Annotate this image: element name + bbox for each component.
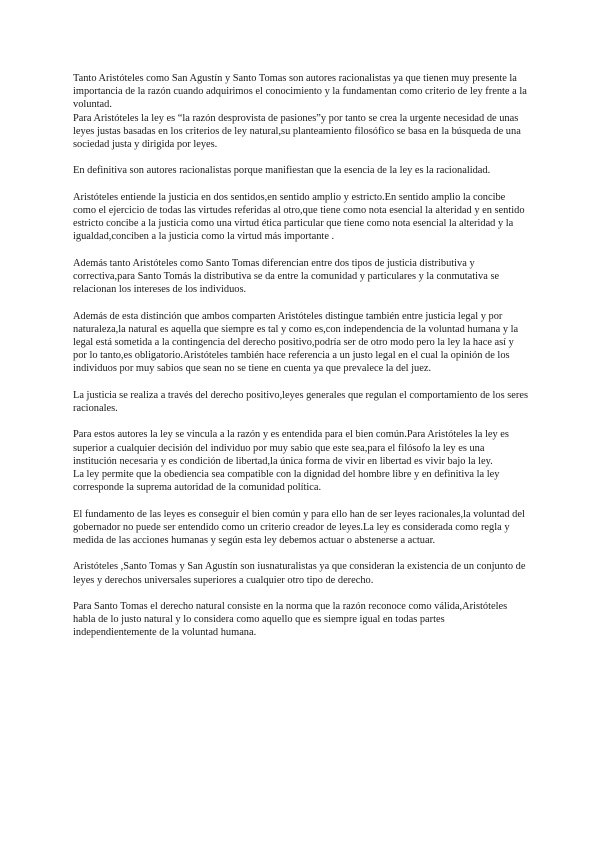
paragraph: En definitiva son autores racionalistas porque manifiestan que la esencia de la ley es la racionalidad. [73, 165, 491, 177]
paragraph: La ley permite que la obediencia sea compatible con la dignidad del hombre libre y en definitiva la ley corresponde la suprema autoridad de la comunidad política. [73, 469, 500, 494]
paragraph: La justicia se realiza a través del derecho positivo,leyes generales que regulan el comportamiento de los seres racionales. [73, 389, 528, 414]
paragraph: Aristóteles ,Santo Tomas y San Agustín son iusnaturalistas ya que consideran la existencia de un conjunto de leyes y derechos universales superiores a cualquier otro tipo de derecho. [73, 561, 526, 586]
paragraph: Para estos autores la ley se vincula a la razón y es entendida para el bien común.Para Aristóteles la ley es superior a cualquier decisión del individuo por muy sabio que este sea,para el filósofo la ley es una institución necesaria y es condición de libertad,la única forma de vivir en libertad es vivir bajo la ley. [73, 429, 509, 467]
paragraph: Para Santo Tomas el derecho natural consiste en la norma que la razón reconoce como válida,Aristóteles habla de lo justo natural y lo considera como aquello que es siempre igual en todas partes independientemente de la voluntad humana. [73, 600, 508, 639]
paragraph: Además de esta distinción que ambos comparten Aristóteles distingue también entre justicia legal y por naturaleza,la natural es aquella que siempre es tal y como es,con independencia de la voluntad humana y la legal está sometida a la contingencia del derecho positivo,podría ser de otro modo pero la ley la hace así y por lo tanto,es obligatorio.Aristóteles también hace referencia a un justo legal en el cual la opinión de los individuos por muy sabios que sean no se tiene en cuenta ya que prevalece la del juez. [73, 310, 519, 375]
document-body [73, 72, 529, 653]
paragraph: Tanto Aristóteles como San Agustín y Santo Tomas son autores racionalistas ya que tienen muy presente la importancia de la razón cuando adquirimos el conocimiento y la fundamentan como criterio de ley frente a la voluntad. [73, 73, 527, 111]
paragraph: El fundamento de las leyes es conseguir el bien común y para ello han de ser leyes racionales,la voluntad del gobernador no puede ser entendido como un criterio creador de leyes.La ley es considerada como regla y medida de las acciones humanas y según esta ley debemos actuar o abstenerse a actuar. [73, 508, 525, 546]
paragraph: Para Aristóteles la ley es “la razón desprovista de pasiones”y por tanto se crea la urgente necesidad de unas leyes justas basadas en los criterios de ley natural,su planteamiento filosófico se basa en la búsqueda de una sociedad justa y dirigida por leyes. [73, 112, 521, 151]
paragraph: Además tanto Aristóteles como Santo Tomas diferencian entre dos tipos de justicia distributiva y correctiva,para Santo Tomás la distributiva se da entre la comunidad y particulares y la conmutativa se relacionan los intereses de los individuos. [73, 257, 500, 296]
paragraph: Aristóteles entiende la justicia en dos sentidos,en sentido amplio y estricto.En sentido amplio la concibe como el ejercicio de todas las virtudes referidas al otro,que tiene como nota esencial la alteridad y en sentido estricto concibe a la justicia como una virtud ética particular que tiene como nota esencial la alteridad y la igualdad,conciben a la justicia como la virtud más importante . [73, 191, 525, 243]
